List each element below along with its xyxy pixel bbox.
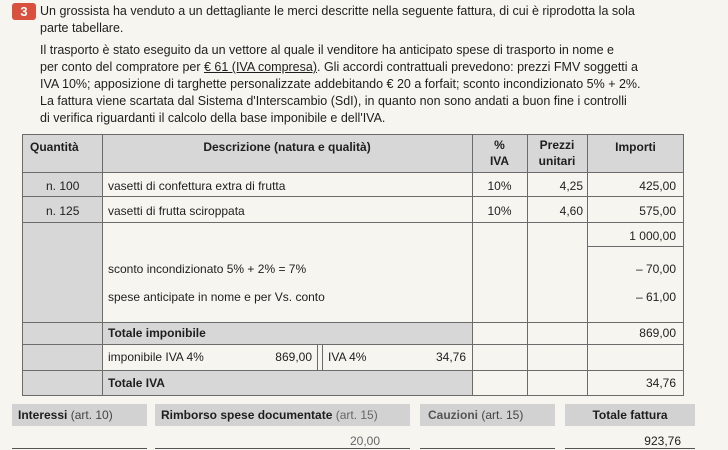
row-quantity: n. 100 bbox=[46, 179, 80, 193]
grid-line bbox=[22, 395, 684, 396]
grid-line bbox=[22, 134, 23, 396]
invoice-table bbox=[22, 134, 684, 396]
exercise-line: IVA 10%; apposizione di targhette personalizzate addebitando € 20 a forfait; sconto incondizionato 5% + 2%. bbox=[40, 77, 641, 91]
cauzioni-ref: (art. 15) bbox=[481, 408, 524, 422]
totale-imponibile-label: Totale imponibile bbox=[108, 326, 206, 340]
cauzioni-box bbox=[420, 404, 555, 426]
header-iva-label: IVA bbox=[489, 154, 510, 168]
totale-fattura-label: Totale fattura bbox=[592, 408, 668, 422]
exercise-line: Un grossista ha venduto a un dettagliante le merci descritte nella seguente fattura, di cui è riprodotta la sola bbox=[40, 4, 635, 18]
row-price: 4,60 bbox=[559, 204, 583, 218]
grid-line bbox=[22, 344, 684, 345]
interessi-value-field bbox=[12, 430, 147, 449]
rimborso-value: 20,00 bbox=[349, 434, 380, 448]
interessi-label: Interessi bbox=[18, 408, 68, 422]
rimborso-box bbox=[155, 404, 410, 426]
grid-line bbox=[22, 134, 684, 135]
totale-iva-amount: 34,76 bbox=[645, 376, 676, 390]
header-descrizione: Descrizione (natura e qualità) bbox=[203, 140, 371, 154]
rimborso-label: Rimborso spese documentate bbox=[161, 408, 333, 422]
row-iva: 10% bbox=[487, 179, 512, 193]
imponibile-iva-label: imponibile IVA 4% bbox=[108, 350, 204, 364]
totale-imponibile-amount: 869,00 bbox=[639, 326, 676, 340]
row-price: 4,25 bbox=[559, 179, 583, 193]
spese-label: spese anticipate in nome e per Vs. conto bbox=[108, 290, 325, 304]
exercise-text bbox=[0, 0, 728, 140]
header-quantita: Quantità bbox=[30, 140, 79, 154]
cauzioni-value-field bbox=[420, 430, 555, 449]
row-amount: 575,00 bbox=[639, 204, 676, 218]
rimborso-caption bbox=[161, 408, 378, 422]
exercise-line-underlined: € 61 (IVA compresa) bbox=[203, 60, 317, 74]
grid-line bbox=[322, 344, 323, 370]
interessi-box bbox=[12, 404, 147, 426]
header-iva-pct: % bbox=[494, 138, 505, 152]
interessi-caption bbox=[18, 408, 113, 422]
grid-line bbox=[22, 196, 684, 197]
header-prezzi: Prezzi bbox=[539, 138, 575, 152]
exercise-number-badge: 3 bbox=[12, 3, 36, 20]
row-amount: 425,00 bbox=[639, 179, 676, 193]
subtotal-rule bbox=[587, 246, 684, 247]
iva4-value: 34,76 bbox=[435, 350, 466, 364]
cauzioni-caption bbox=[428, 408, 523, 422]
sconto-amount: – 70,00 bbox=[635, 262, 676, 276]
exercise-line: di verifica riguardanti il calcolo della base imponibile e dell'IVA. bbox=[40, 111, 386, 125]
rimborso-ref: (art. 15) bbox=[335, 408, 378, 422]
row-iva: 10% bbox=[487, 204, 512, 218]
row-description: vasetti di confettura extra di frutta bbox=[108, 179, 286, 193]
exercise-line-part: per conto del compratore per bbox=[40, 60, 204, 74]
grid-line bbox=[22, 222, 684, 223]
row-description: vasetti di frutta sciroppata bbox=[108, 204, 245, 218]
totale-fattura-value-field bbox=[565, 430, 695, 449]
grid-line bbox=[317, 344, 318, 370]
grid-line bbox=[22, 370, 684, 371]
rimborso-value-field bbox=[155, 430, 410, 449]
grid-line bbox=[102, 134, 103, 396]
grid-line bbox=[527, 134, 528, 396]
totale-iva-label: Totale IVA bbox=[108, 376, 165, 390]
spese-amount: – 61,00 bbox=[635, 290, 676, 304]
exercise-line: Il trasporto è stato eseguito da un vettore al quale il venditore ha anticipato spese di trasporto in nome e bbox=[40, 43, 614, 57]
exercise-line bbox=[40, 59, 638, 75]
imponibile-iva-value: 869,00 bbox=[275, 350, 312, 364]
subtotal-amount: 1 000,00 bbox=[629, 229, 676, 243]
header-unitari: unitari bbox=[538, 154, 576, 168]
iva4-label: IVA 4% bbox=[328, 350, 367, 364]
cauzioni-label: Cauzioni bbox=[428, 408, 478, 422]
exercise-line: parte tabellare. bbox=[40, 21, 124, 35]
grid-line bbox=[683, 134, 684, 396]
grid-line bbox=[22, 322, 684, 323]
exercise-line-part: . Gli accordi contrattuali prevedono: prezzi FMV soggetti a bbox=[317, 60, 638, 74]
row-quantity: n. 125 bbox=[46, 204, 80, 218]
header-importi: Importi bbox=[615, 140, 656, 154]
sconto-label: sconto incondizionato 5% + 2% = 7% bbox=[108, 262, 307, 276]
invoice-footer bbox=[0, 400, 728, 450]
grid-line bbox=[22, 172, 684, 173]
exercise-line: La fattura viene scartata dal Sistema d'Interscambio (SdI), in quanto non sono andati a buon fine i controlli bbox=[40, 94, 627, 108]
interessi-ref: (art. 10) bbox=[70, 408, 113, 422]
grid-line bbox=[472, 134, 473, 396]
totale-fattura-box bbox=[565, 404, 695, 426]
totale-fattura-value: 923,76 bbox=[644, 434, 681, 448]
